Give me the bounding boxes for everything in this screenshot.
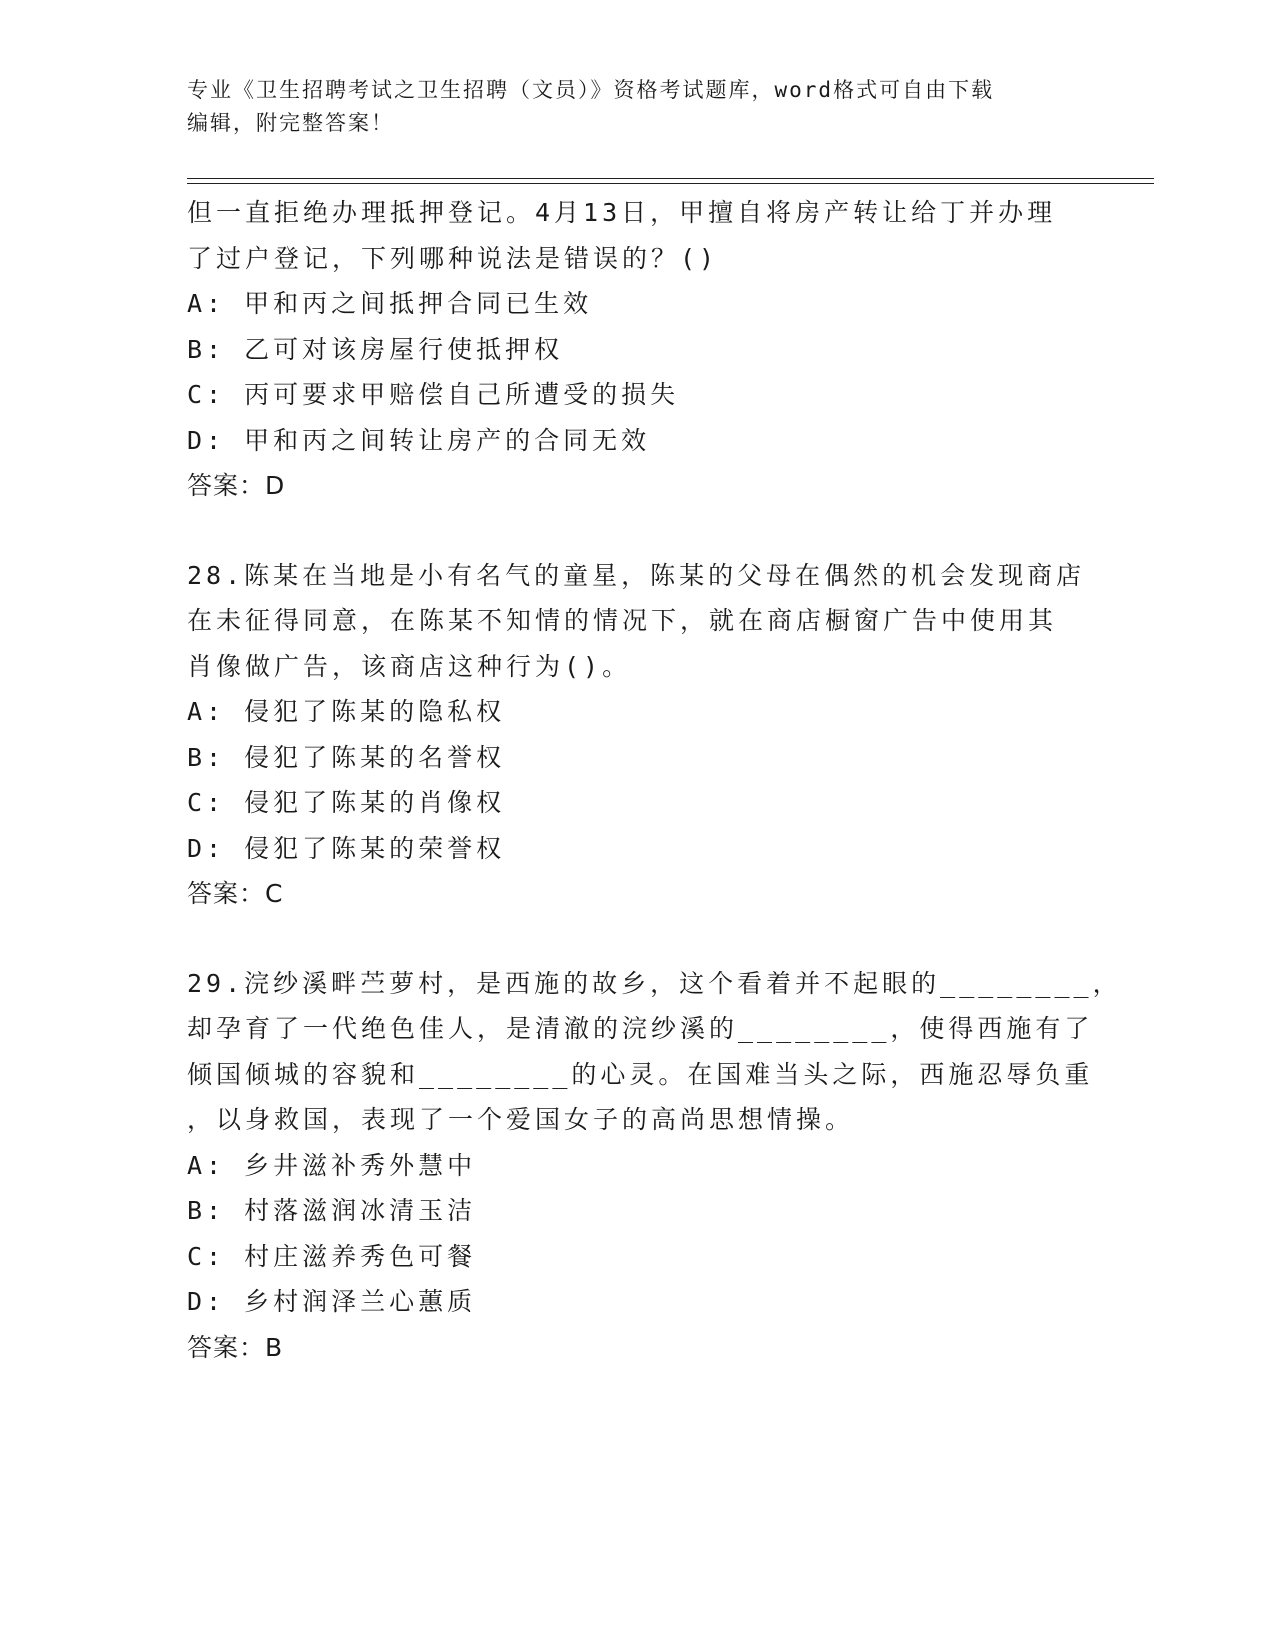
option-b: B: 村落滋润冰清玉洁 <box>187 1196 477 1225</box>
question-stem-line: 却孕育了一代绝色佳人，是清澈的浣纱溪的________，使得西施有了 <box>187 1014 1094 1043</box>
option-c: C: 村庄滋养秀色可餐 <box>187 1241 477 1271</box>
question-block <box>187 190 1087 509</box>
option-c: C: 丙可要求甲赔偿自己所遭受的损失 <box>187 380 680 409</box>
option-c: C: 侵犯了陈某的肖像权 <box>187 788 506 817</box>
question-stem-line: 28.陈某在当地是小有名气的童星，陈某的父母在偶然的机会发现商店 <box>187 560 1086 590</box>
question-stem-line: 在未征得同意，在陈某不知情的情况下，就在商店橱窗广告中使用其 <box>187 606 1058 635</box>
option-a: A: 乡井滋补秀外慧中 <box>187 1150 477 1180</box>
option-b: B: 侵犯了陈某的名誉权 <box>187 742 506 772</box>
answer-line: 答案：B <box>187 1332 284 1362</box>
answer-line: 答案：D <box>187 471 286 500</box>
question-stem-line: 肖像做广告，该商店这种行为()。 <box>187 651 632 681</box>
question-block <box>187 553 1087 917</box>
header-line-1: 专业《卫生招聘考试之卫生招聘（文员）》资格考试题库，word格式可自由下载 <box>187 78 995 102</box>
option-b: B: 乙可对该房屋行使抵押权 <box>187 334 564 364</box>
question-stem-line: 倾国倾城的容貌和________的心灵。在国难当头之际，西施忍辱负重 <box>187 1059 1094 1089</box>
option-d: D: 甲和丙之间转让房产的合同无效 <box>187 425 651 455</box>
document-header <box>187 74 1087 140</box>
option-a: A: 甲和丙之间抵押合同已生效 <box>187 289 593 318</box>
question-block <box>187 961 1122 1371</box>
option-d: D: 乡村润泽兰心蕙质 <box>187 1287 477 1316</box>
header-line-2: 编辑，附完整答案！ <box>187 111 394 135</box>
option-d: D: 侵犯了陈某的荣誉权 <box>187 833 506 863</box>
question-stem-line: ，以身救国，表现了一个爱国女子的高尚思想情操。 <box>187 1105 855 1134</box>
question-stem-line: 但一直拒绝办理抵押登记。4月13日，甲擅自将房产转让给丁并办理 <box>187 198 1057 227</box>
header-divider-bottom <box>187 183 1154 184</box>
question-list <box>187 190 1122 1370</box>
question-stem-line: 了过户登记，下列哪种说法是错误的？() <box>187 243 719 273</box>
header-divider-top <box>187 178 1154 179</box>
question-stem-line: 29.浣纱溪畔苎萝村，是西施的故乡，这个看着并不起眼的________， <box>187 968 1122 998</box>
option-a: A: 侵犯了陈某的隐私权 <box>187 697 506 726</box>
answer-line: 答案：C <box>187 879 284 908</box>
